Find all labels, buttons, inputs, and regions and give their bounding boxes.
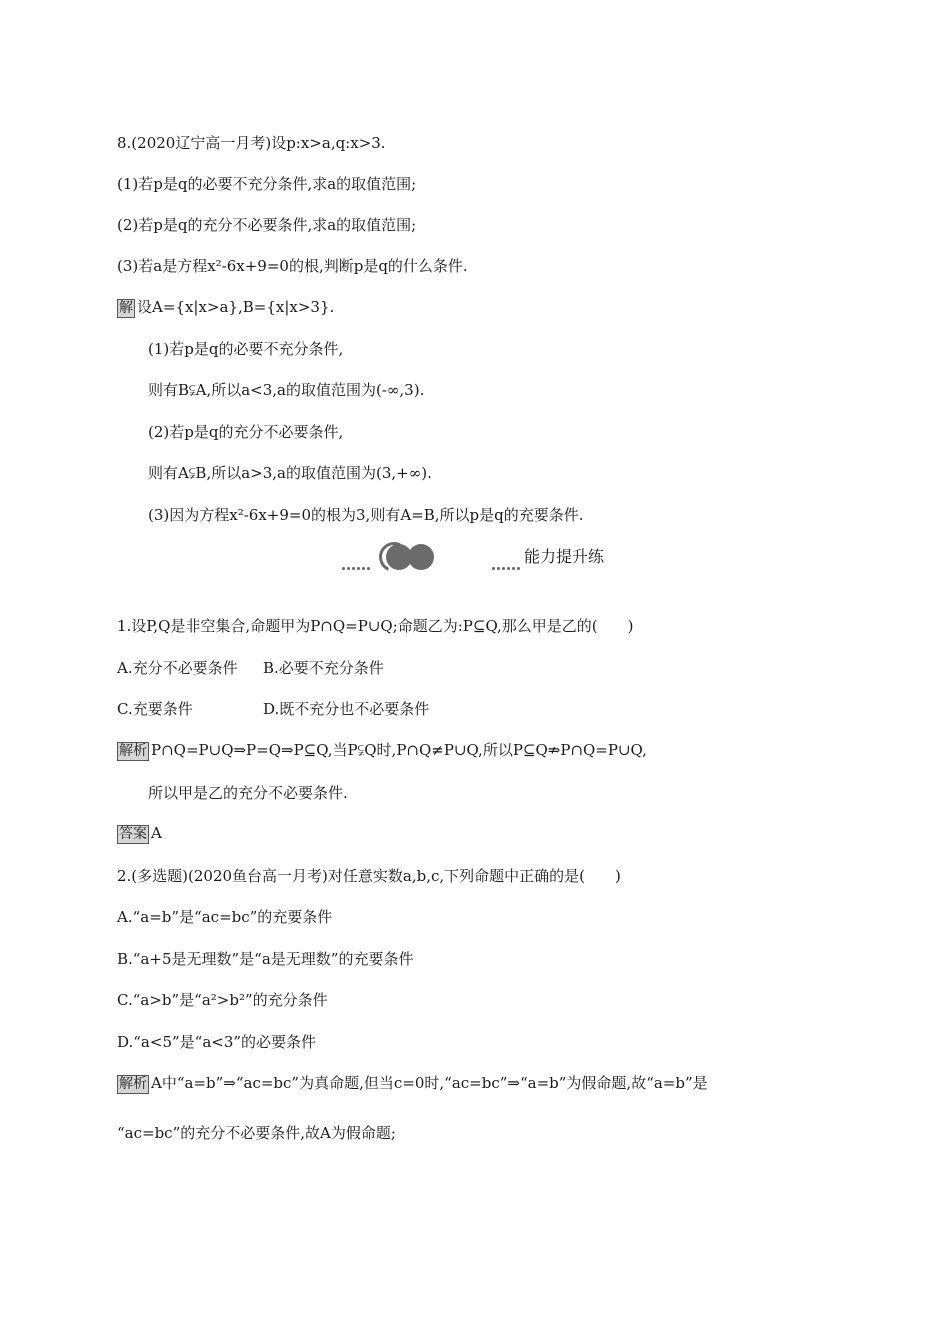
p2-stem: 2.(多选题)(2020鱼台高一月考)对任意实数a,b,c,下列命题中正确的是( )	[117, 867, 621, 885]
p2-option-d: D.“a<5”是“a<3”的必要条件	[117, 1033, 317, 1051]
q8-solution-3: (3)因为方程x²-6x+9=0的根为3,则有A=B,所以p是q的充要条件.	[148, 506, 584, 524]
q8-solution-1b: 则有B⫋A,所以a<3,a的取值范围为(-∞,3).	[148, 381, 425, 399]
p1-option-b: B.必要不充分条件	[263, 659, 384, 677]
solution-intro: 设A={x|x>a},B={x|x>3}.	[137, 298, 335, 316]
solution-tag: 解	[119, 300, 133, 316]
p2-option-b: B.“a+5是无理数”是“a是无理数”的充要条件	[117, 950, 414, 968]
section-header	[340, 542, 620, 572]
dots-right-icon	[492, 555, 522, 559]
q8-solution-2a: (2)若p是q的充分不必要条件,	[148, 423, 344, 441]
q8-part1: (1)若p是q的必要不充分条件,求a的取值范围;	[117, 175, 417, 193]
p1-answer-line	[117, 822, 162, 844]
q8-solution-intro-line	[117, 296, 334, 318]
p2-analysis-1: A中“a=b”⇒“ac=bc”为真命题,但当c=0时,“ac=bc”⇒“a=b”为假命题,故“a=b”是	[151, 1074, 708, 1092]
p1-stem: 1.设P,Q是非空集合,命题甲为P∩Q=P∪Q;命题乙为:P⊆Q,那么甲是乙的( )	[117, 617, 634, 635]
p2-analysis-line	[117, 1072, 708, 1094]
answer-tag: 答案	[119, 826, 147, 842]
p1-analysis-line	[117, 739, 647, 761]
p2-option-c: C.“a>b”是“a²>b²”的充分条件	[117, 991, 328, 1009]
analysis-tag: 解析	[119, 743, 147, 759]
q8-stem: 8.(2020辽宁高一月考)设p:x>a,q:x>3.	[117, 134, 386, 152]
section-title: 能力提升练	[524, 547, 605, 566]
p1-option-d: D.既不充分也不必要条件	[263, 700, 430, 718]
q8-solution-1a: (1)若p是q的必要不充分条件,	[148, 340, 344, 358]
p2-analysis-2: “ac=bc”的充分不必要条件,故A为假命题;	[117, 1124, 396, 1142]
p1-analysis-2: 所以甲是乙的充分不必要条件.	[148, 784, 348, 802]
q8-part2: (2)若p是q的充分不必要条件,求a的取值范围;	[117, 216, 417, 234]
analysis-tag: 解析	[119, 1076, 147, 1092]
q8-part3: (3)若a是方程x²-6x+9=0的根,判断p是q的什么条件.	[117, 257, 468, 275]
p2-option-a: A.“a=b”是“ac=bc”的充要条件	[117, 908, 333, 926]
dots-left-icon	[342, 555, 372, 559]
q8-solution-2b: 则有A⫋B,所以a>3,a的取值范围为(3,+∞).	[148, 464, 432, 482]
p1-answer: A	[151, 824, 162, 842]
p1-option-a: A.充分不必要条件	[117, 659, 238, 677]
circle-right-icon	[408, 544, 434, 570]
p1-option-c: C.充要条件	[117, 700, 193, 718]
p1-analysis-1: P∩Q=P∪Q⇒P=Q⇒P⊆Q,当P⫋Q时,P∩Q≠P∪Q,所以P⊆Q⇏P∩Q=P∪Q,	[151, 741, 647, 759]
